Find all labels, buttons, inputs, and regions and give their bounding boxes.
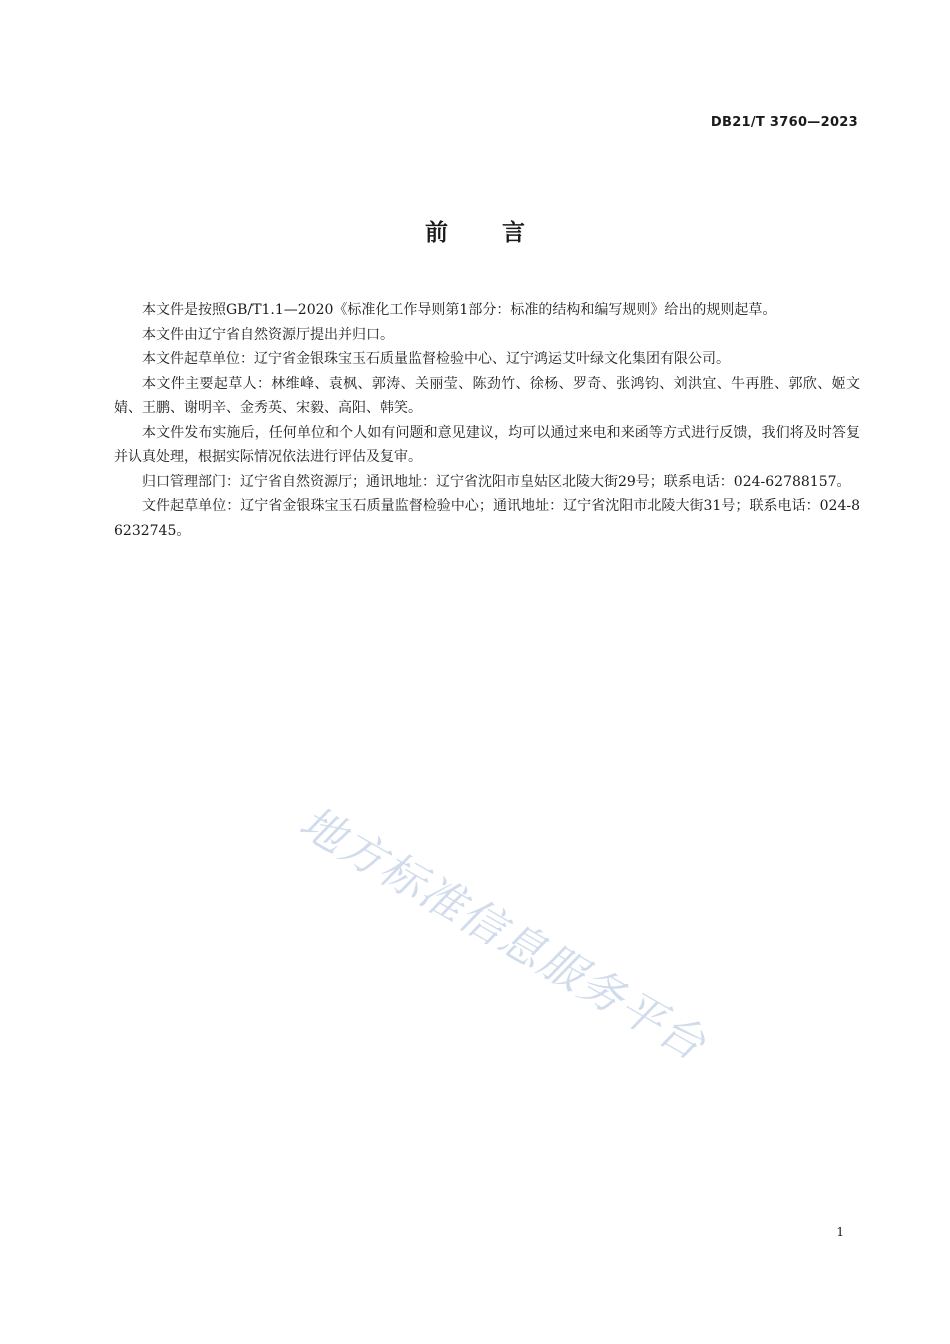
paragraph-drafting-rules: 本文件是按照GB/T1.1—2020《标准化工作导则第1部分：标准的结构和编写规则》给出的规则起草。: [142, 302, 777, 318]
watermark-text: 地方标准信息服务平台: [290, 796, 715, 1071]
document-code: DB21/T 3760—2023: [710, 115, 858, 130]
paragraph-drafters: 本文件主要起草人：林维峰、袁枫、郭涛、关丽莹、陈劲竹、徐杨、罗奇、张鸿钧、刘洪宜、牛再胜、郭欣、姬文婧、王鹏、谢明辛、金秀英、宋毅、高阳、韩笑。: [114, 375, 860, 416]
paragraph-management-dept: 归口管理部门：辽宁省自然资源厅；通讯地址：辽宁省沈阳市皇姑区北陵大街29号；联系电话：024-62788157。: [142, 473, 851, 490]
paragraph-feedback: 本文件发布实施后，任何单位和个人如有问题和意见建议，均可以通过来电和来函等方式进行反馈，我们将及时答复并认真处理，根据实际情况依法进行评估及复审。: [114, 424, 860, 465]
page-title: 前言: [425, 220, 579, 246]
paragraph-drafting-contact: 文件起草单位：辽宁省金银珠宝玉石质量监督检验中心；通讯地址：辽宁省沈阳市北陵大街31号；联系电话：024-86232745。: [114, 498, 860, 539]
paragraph-drafting-units: 本文件起草单位：辽宁省金银珠宝玉石质量监督检验中心、辽宁鸿运艾叶绿文化集团有限公司。: [142, 351, 730, 367]
page-number: 1: [836, 1225, 844, 1239]
document-body: [114, 298, 860, 543]
paragraph-proposer: 本文件由辽宁省自然资源厅提出并归口。: [142, 326, 394, 343]
